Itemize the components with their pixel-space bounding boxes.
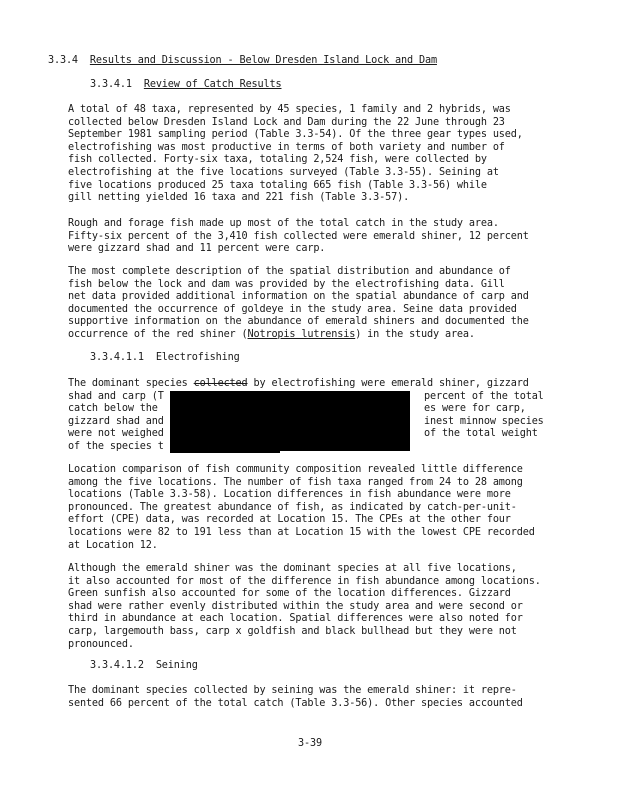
- text-line: pronounced. The greatest abundance of fish, as indicated by catch-per-unit-: [68, 501, 517, 513]
- text-line: fish collected. Forty-six taxa, totaling 2,524 fish, were collected by: [68, 154, 487, 166]
- text-fragment: shad and carp (T: [68, 390, 164, 402]
- text-fragment: ) in the study area.: [355, 328, 475, 340]
- paragraph-catch-summary: [68, 104, 548, 205]
- text-line: [68, 329, 548, 342]
- text-line: Location comparison of fish community composition revealed little difference: [68, 464, 523, 475]
- subsection-title: Seining: [155, 660, 198, 671]
- text-line: Although the emerald shiner was the dominant species at all five locations,: [68, 563, 517, 574]
- text-line: fish below the lock and dam was provided by the electrofishing data. Gill: [68, 278, 505, 290]
- text-line: locations (Table 3.3-58). Location differences in fish abundance were more: [68, 489, 511, 501]
- heading-number: 3.3.4: [48, 55, 78, 66]
- text-line: net data provided additional information on the spatial abundance of carp and: [68, 291, 529, 303]
- text-line: electrofishing at the five locations surveyed (Table 3.3-55). Seining at: [68, 166, 499, 178]
- heading-title: Results and Discussion - Below Dresden Island Lock and Dam: [89, 55, 437, 66]
- paragraph-spatial-distribution: [68, 266, 548, 342]
- species-name: Notropis lutrensis: [247, 328, 356, 340]
- paragraph-seining: [68, 685, 548, 710]
- text-line: sented 66 percent of the total catch (Table 3.3-56). Other species accounted: [68, 697, 523, 709]
- text-line: gill netting yielded 16 taxa and 221 fish (Table 3.3-57).: [68, 192, 410, 204]
- text-fragment: were not weighed: [68, 428, 164, 440]
- text-fragment: of the species t: [68, 440, 164, 452]
- text-line: September 1981 sampling period (Table 3.3-54). Of the three gear types used,: [68, 129, 523, 141]
- text-fragment: inest minnow species: [424, 415, 544, 427]
- text-fragment: The dominant species: [68, 378, 194, 389]
- subsection-number: 3.3.4.1.2: [90, 660, 144, 671]
- text-fragment: es were for carp,: [424, 403, 526, 415]
- text-line: Rough and forage fish made up most of the total catch in the study area.: [68, 218, 499, 229]
- subsection-number: 3.3.4.1.1: [90, 352, 144, 363]
- text-line: Green sunfish also accounted for some of the location differences. Gizzard: [68, 588, 511, 600]
- subsection-title: Review of Catch Results: [143, 79, 282, 90]
- subsection-electrofishing-heading: [90, 352, 240, 365]
- text-line: third in abundance at each location. Spatial differences were also noted for: [68, 613, 523, 625]
- text-fragment: by electrofishing were emerald shiner, gizzard: [247, 378, 529, 389]
- text-line: [68, 378, 548, 391]
- subsection-number: 3.3.4.1: [90, 79, 132, 90]
- text-line: collected below Dresden Island Lock and Dam during the 22 June through 23: [68, 116, 505, 128]
- subsection-review-heading: [90, 79, 281, 92]
- text-line: documented the occurrence of goldeye in the study area. Seine data provided: [68, 303, 517, 315]
- text-line: five locations produced 25 taxa totaling 665 fish (Table 3.3-56) while: [68, 179, 487, 191]
- paragraph-location-comparison: [68, 464, 548, 552]
- page-number: 3-39: [298, 738, 322, 749]
- text-line: at Location 12.: [68, 539, 158, 551]
- paragraph-emerald-shiner: [68, 563, 548, 651]
- text-line: among the five locations. The number of fish taxa ranged from 24 to 28 among: [68, 476, 523, 488]
- redaction-block: [170, 441, 280, 453]
- text-line: carp, largemouth bass, carp x goldfish and black bullhead but they were not: [68, 625, 517, 637]
- text-line: were gizzard shad and 11 percent were carp.: [68, 243, 326, 255]
- section-heading: [48, 55, 437, 68]
- text-line: supportive information on the abundance of emerald shiners and documented the: [68, 316, 529, 328]
- subsection-title: Electrofishing: [155, 352, 240, 363]
- text-line: locations were 82 to 191 less than at Location 15 with the lowest CPE recorded: [68, 526, 535, 538]
- text-line: A total of 48 taxa, represented by 45 species, 1 family and 2 hybrids, was: [68, 104, 511, 115]
- text-line: Fifty-six percent of the 3,410 fish collected were emerald shiner, 12 percent: [68, 230, 529, 242]
- text-line: it also accounted for most of the difference in fish abundance among locations.: [68, 575, 541, 587]
- text-fragment: catch below the: [68, 403, 158, 415]
- text-line: effort (CPE) data, was recorded at Location 15. The CPEs at the other four: [68, 514, 511, 526]
- text-line: The most complete description of the spatial distribution and abundance of: [68, 266, 511, 277]
- text-line: electrofishing was most productive in terms of both variety and number of: [68, 141, 505, 153]
- text-line: pronounced.: [68, 638, 134, 650]
- text-fragment: percent of the total: [424, 390, 544, 402]
- struck-word: collected: [193, 378, 248, 389]
- text-fragment: gizzard shad and: [68, 415, 164, 427]
- text-fragment: of the total weight: [424, 428, 538, 440]
- subsection-seining-heading: [90, 660, 198, 673]
- text-fragment: (: [235, 328, 248, 340]
- text-line: The dominant species collected by seining was the emerald shiner: it repre-: [68, 685, 517, 696]
- text-fragment: occurrence of the red shiner: [68, 328, 236, 340]
- paragraph-rough-forage: [68, 218, 548, 256]
- text-line: shad were rather evenly distributed within the study area and were second or: [68, 600, 523, 612]
